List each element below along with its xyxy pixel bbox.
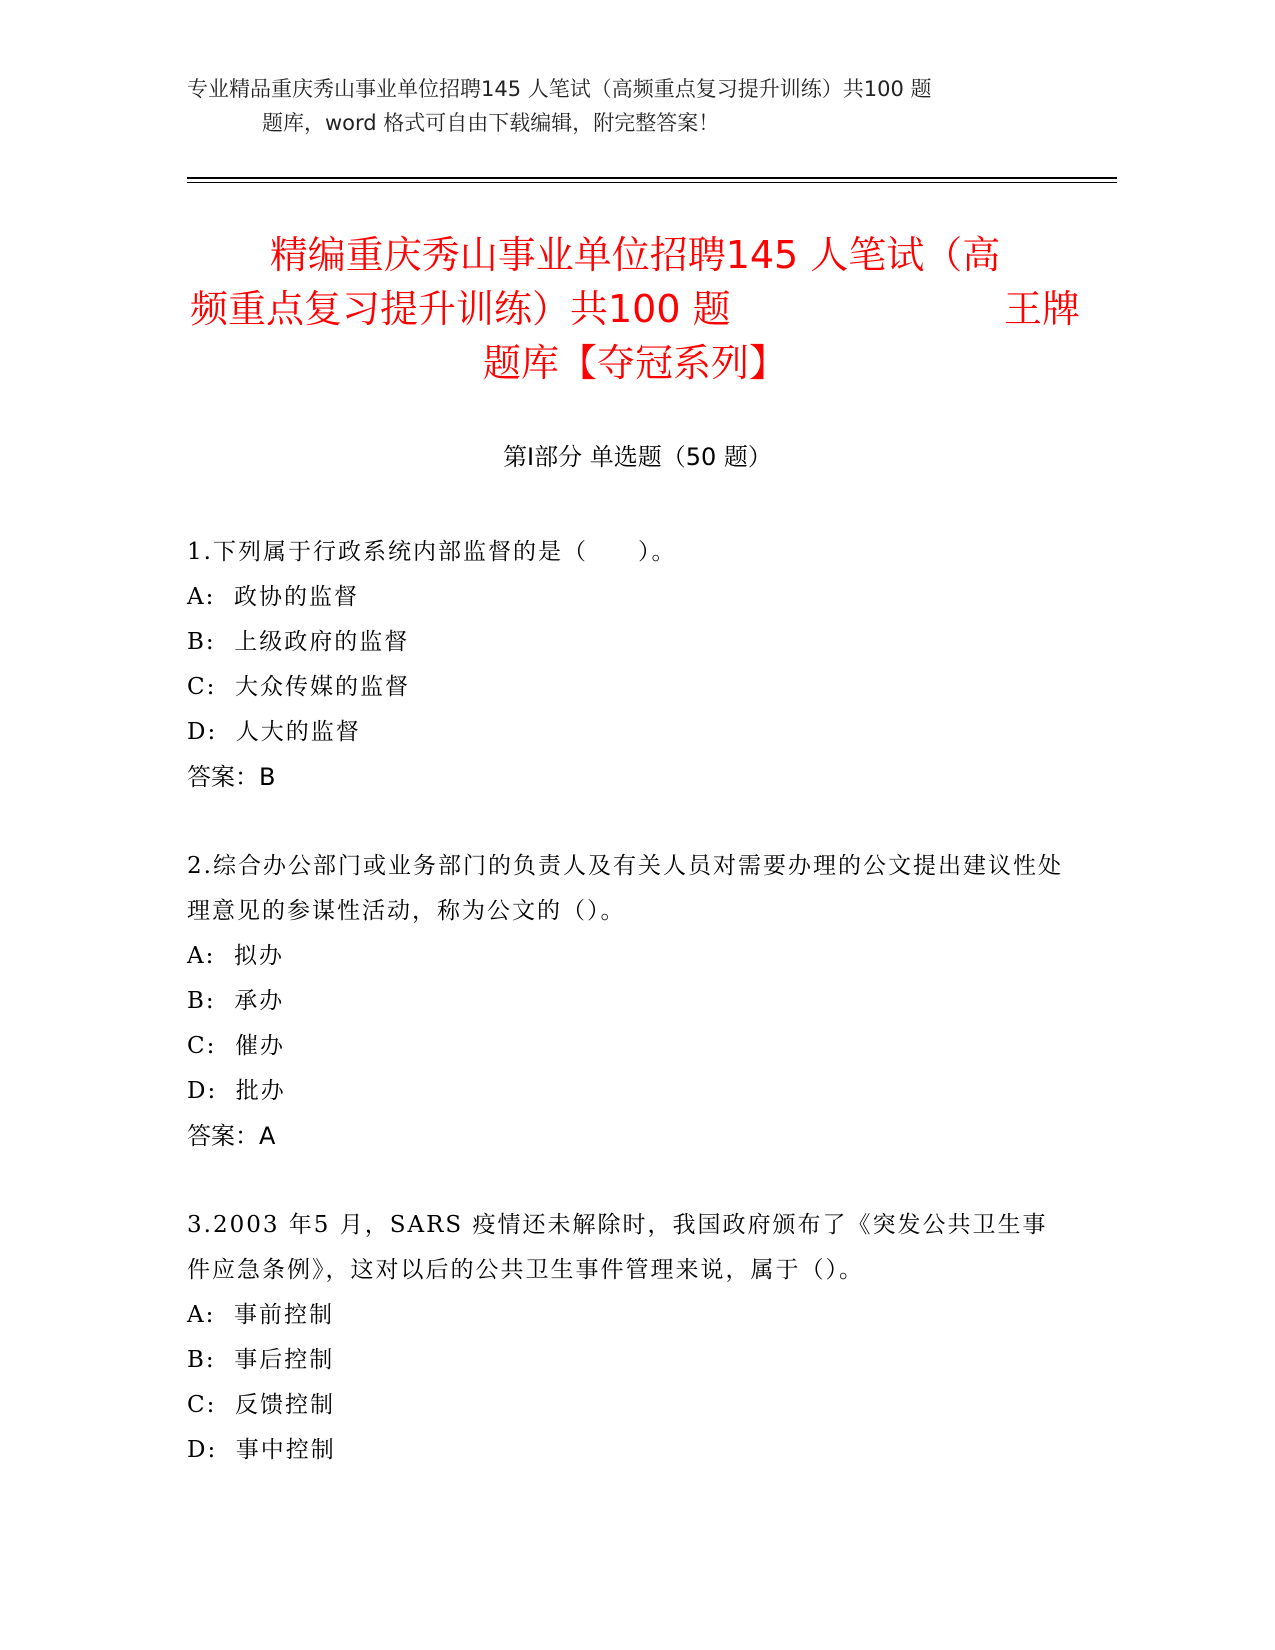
- title-line-3: 题库【夺冠系列】: [482, 341, 787, 385]
- option-a: A: 政协的监督: [187, 584, 359, 610]
- option-b: B: 承办: [187, 988, 285, 1014]
- header-note: [187, 72, 1067, 140]
- title-line-2: [190, 282, 1080, 336]
- question-stem: 2.综合办公部门或业务部门的负责人及有关人员对需要办理的公文提出建议性处理意见的参谋性活动，称为公文的（）。: [187, 853, 1063, 924]
- option-d: D: 批办: [187, 1078, 286, 1104]
- title-line-1: 精编重庆秀山事业单位招聘145 人笔试（高: [269, 233, 1001, 277]
- option-c: C: 大众传媒的监督: [187, 674, 410, 700]
- title-line-2a: 频重点复习提升训练）共100 题: [190, 287, 731, 331]
- answer: 答案：B: [187, 763, 276, 791]
- title-line-2b: 王牌: [1003, 287, 1080, 331]
- question-2: [187, 844, 1067, 1159]
- option-a: A: 事前控制: [187, 1302, 334, 1328]
- header-note-line-1: 专业精品重庆秀山事业单位招聘145 人笔试（高频重点复习提升训练）共100 题: [187, 77, 932, 101]
- question-stem: 1.下列属于行政系统内部监督的是（ ）。: [187, 539, 677, 565]
- option-c: C: 催办: [187, 1033, 285, 1059]
- document-title: [190, 228, 1080, 390]
- option-a: A: 拟办: [187, 943, 284, 969]
- option-c: C: 反馈控制: [187, 1392, 335, 1418]
- section-title: 第Ⅰ部分 单选题（50 题）: [503, 443, 772, 471]
- answer: 答案：A: [187, 1122, 276, 1150]
- header-note-line-2: 题库，word 格式可自由下载编辑，附完整答案！: [262, 111, 720, 135]
- question-3: [187, 1203, 1067, 1473]
- question-list: [187, 530, 1067, 1517]
- question-stem: 3.2003 年5 月，SARS 疫情还未解除时，我国政府颁布了《突发公共卫生事件应急条例》，这对以后的公共卫生事件管理来说，属于（）。: [187, 1212, 1048, 1283]
- option-b: B: 上级政府的监督: [187, 629, 410, 655]
- option-b: B: 事后控制: [187, 1347, 335, 1373]
- header-rule-thick: [187, 177, 1117, 179]
- header-rule-thin: [187, 182, 1117, 183]
- option-d: D: 人大的监督: [187, 719, 361, 745]
- option-d: D: 事中控制: [187, 1437, 336, 1463]
- question-1: [187, 530, 1067, 800]
